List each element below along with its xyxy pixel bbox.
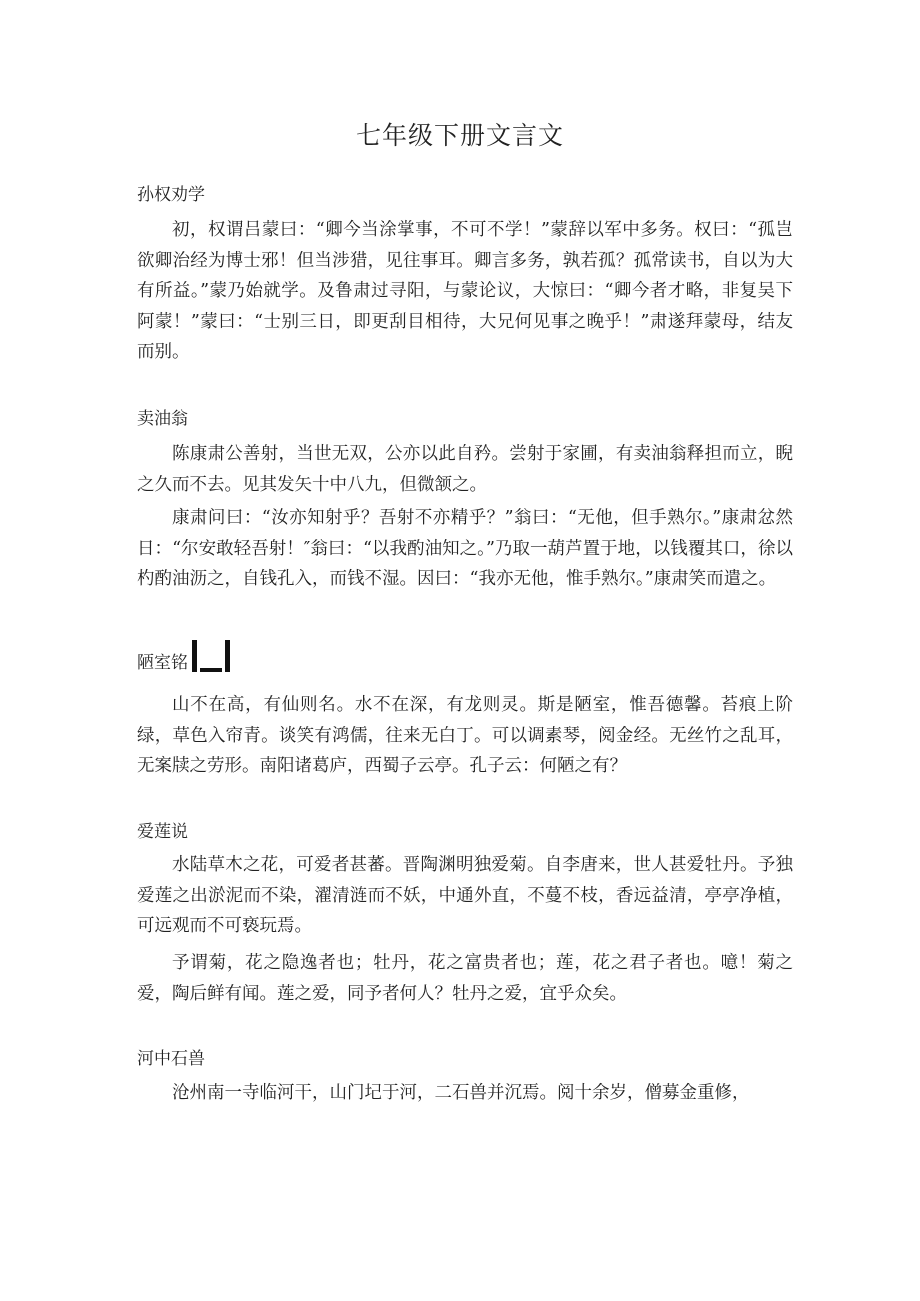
section-paragraph: 予谓菊，花之隐逸者也；牡丹，花之富贵者也；莲，花之君子者也。噫！菊之爱，陶后鲜有闻。莲之爱，同予者何人？牡丹之爱，宜乎众矣。 [137, 953, 793, 1004]
section-heading-sun-quan: 孙权劝学 [137, 185, 205, 205]
section-paragraph: 康肃问曰：“汝亦知射乎？吾射不亦精乎？”翁曰：“无他，但手熟尔。”康肃忿然日：“尔安敢轻吾射！″翁曰：“以我酌油知之。”乃取一葫芦置于地，以钱覆其口，徐以杓酌油沥之，自钱孔入，而钱不湿。因曰：“我亦无他，惟手熟尔。”康肃笑而遣之。 [137, 508, 793, 589]
section-paragraph: 陈康肃公善射，当世无双，公亦以此自矜。尝射于家圃，有卖油翁释担而立，睨之久而不去。见其发矢十中八九，但微颔之。 [137, 444, 793, 495]
section-heading-oil-seller: 卖油翁 [137, 409, 188, 429]
bracket-mark-icon [192, 640, 232, 674]
section-heading-row [137, 640, 232, 674]
section-paragraph: 山不在高，有仙则名。水不在深，有龙则灵。斯是陋室，惟吾德馨。苔痕上阶绿，草色入帘青。谈笑有鸿儒，往来无白丁。可以调素琴，阅金经。无丝竹之乱耳，无案牍之劳形。南阳诸葛庐，西蜀子云亭。孔子云：何陋之有？ [137, 695, 793, 776]
section-heading-humble-room: 陋室铭 [137, 653, 188, 673]
page-title: 七年级下册文言文 [355, 121, 564, 150]
section-paragraph: 水陆草木之花，可爱者甚蕃。晋陶渊明独爱菊。自李唐来，世人甚爱牡丹。予独爱莲之出淤泥而不染，濯清涟而不妖，中通外直，不蔓不枝，香远益清，亭亭净植，可远观而不可亵玩焉。 [137, 855, 793, 936]
section-paragraph: 初，权谓吕蒙曰：“卿今当涂掌事，不可不学！”蒙辞以军中多务。权曰：“孤岂欲卿治经为博士邪！但当涉猎，见往事耳。卿言多务，孰若孤？孤常读书，自以为大有所益。”蒙乃始就学。及鲁肃过寻阳，与蒙论议，大惊曰：“卿今者才略，非复吴下阿蒙！”蒙曰：“士别三日，即更刮目相待，大兄何见事之晚乎！”肃遂拜蒙母，结友而别。 [137, 220, 793, 362]
section-heading-stone-beasts: 河中石兽 [137, 1049, 205, 1069]
section-heading-lotus: 爱莲说 [137, 822, 188, 842]
section-paragraph: 沧州南一寺临河干，山门圮于河，二石兽并沉焉。阅十余岁，僧募金重修， [172, 1083, 750, 1103]
